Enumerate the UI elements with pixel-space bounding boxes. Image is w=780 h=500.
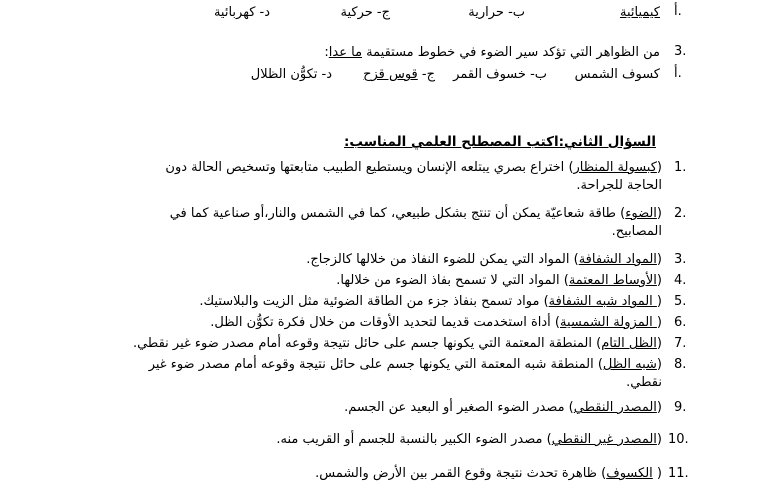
term-item-number: 8.: [674, 357, 687, 372]
term-definition: ظاهرة تحدث نتيجة وقوع القمر بين الأرض والشمس.: [315, 466, 602, 481]
term-close-paren: ): [573, 252, 579, 267]
term-item-number: 4.: [674, 273, 687, 288]
term-open-paren: (: [656, 252, 662, 267]
term-open-paren: (: [656, 273, 662, 288]
term-item: [62, 251, 662, 269]
q3-number: 3.: [674, 44, 687, 59]
term-close-paren: ): [568, 160, 574, 175]
term-answer: المصدر غير النقطي: [551, 432, 657, 447]
term-definition: المنطقة المعتمة التي يكونها جسم على حائل نتيجة وقوعه أمام مصدر ضوء غير نقطي.: [132, 336, 597, 351]
term-item-number: 7.: [674, 336, 687, 351]
term-close-paren: ): [601, 466, 607, 481]
term-answer: المصدر النقطي: [573, 400, 657, 415]
term-item: [62, 431, 662, 449]
term-item: [62, 399, 662, 417]
term-close-paren: ): [554, 315, 560, 330]
q2-choice-c: ج- حركية: [340, 5, 390, 20]
term-item: [62, 335, 662, 353]
q3-text: من الظواهر التي تؤكد سير الضوء في خطوط مستقيمة ما عدا:: [324, 45, 660, 60]
q2-choice-a: كيميائية: [619, 5, 660, 20]
term-definition: المواد التي لا تسمح بفاذ الضوء من خلالها.: [336, 273, 564, 288]
term-open-paren: (: [656, 315, 662, 330]
term-definition-continued: نقطي.: [626, 375, 662, 390]
term-answer: المزولة الشمسية: [560, 315, 657, 330]
term-definition: اختراع بصري يبتلعه الإنسان ويستطيع الطبيب متابعتها وتسخيص الحالة دون: [165, 160, 569, 175]
term-item-number: 11.: [668, 466, 689, 481]
term-open-paren: (: [656, 357, 662, 372]
term-answer: كبسولة المنظار: [573, 160, 657, 175]
term-close-paren: ): [563, 273, 569, 288]
term-item: [62, 356, 662, 392]
term-answer: الكسوف: [606, 466, 653, 481]
term-answer: المواد شبه الشفافة: [548, 294, 657, 309]
term-open-paren: (: [656, 206, 662, 221]
q2-choice-b: ب- حرارية: [468, 5, 525, 20]
term-open-paren: (: [656, 432, 662, 447]
q2-choice-d: د- كهربائية: [213, 5, 270, 20]
term-item-number: 2.: [674, 206, 687, 221]
term-item: [62, 272, 662, 290]
term-definition: مصدر الضوء الصغير أو البعيد عن الجسم.: [344, 400, 569, 415]
q3-choice-c: ج- قوس قزح: [363, 67, 435, 82]
term-close-paren: ): [620, 206, 626, 221]
q3-choice-b: ب- خسوف القمر: [453, 67, 547, 82]
term-answer: المواد الشفافة: [578, 252, 657, 267]
term-definition: مواد تسمح بنفاذ جزء من الطاقة الضوئية مثل الزيت والبلاستيك.: [199, 294, 544, 309]
term-answer: الأوساط المعتمة: [568, 273, 657, 288]
term-close-paren: ): [596, 336, 602, 351]
term-definition: مصدر الضوء الكبير بالنسبة للجسم أو القريب منه.: [276, 432, 547, 447]
term-open-paren: (: [656, 160, 662, 175]
term-open-paren: (: [656, 336, 662, 351]
term-close-paren: ): [546, 432, 552, 447]
term-item: [62, 465, 662, 483]
term-item: [62, 293, 662, 311]
q3-choice-a: كسوف الشمس: [574, 67, 660, 82]
term-close-paren: ): [568, 400, 574, 415]
term-item-number: 3.: [674, 252, 687, 267]
term-open-paren: (: [656, 294, 662, 309]
term-item-number: 10.: [668, 432, 689, 447]
term-definition: المنطقة شبه المعتمة التي يكونها جسم على حائل نتيجة وقوعه أمام مصدر ضوء غير: [148, 357, 598, 372]
term-open-paren: (: [656, 400, 662, 415]
term-definition: المواد التي يمكن للضوء النفاذ من خلالها كالزجاج.: [306, 252, 574, 267]
term-definition-continued: المصابيح.: [611, 224, 662, 239]
term-item-number: 5.: [674, 294, 687, 309]
term-definition: أداة استخدمت قديما لتحديد الأوقات من خلال فكرة تكوُّن الظل.: [210, 315, 555, 330]
term-close-paren: ): [597, 357, 603, 372]
term-answer: الظل التام: [601, 336, 657, 351]
section2-heading: السؤال الثاني:اكتب المصطلح العلمي المناسب:: [344, 134, 656, 150]
q3-choice-a-letter: أ.: [674, 66, 682, 81]
term-item: [62, 159, 662, 195]
term-item-number: 9.: [674, 400, 687, 415]
term-definition: طاقة شعاعيّة يمكن أن تنتج بشكل طبيعي، كما في الشمس والنار،أو صناعية كما في: [169, 206, 621, 221]
term-definition-continued: الحاجة للجراحة.: [576, 178, 662, 193]
term-answer: الضوء: [625, 206, 657, 221]
q2-choice-a-letter: أ.: [674, 4, 682, 19]
term-item: [62, 205, 662, 241]
term-open-paren: (: [652, 466, 662, 481]
term-answer: شبه الظل: [602, 357, 657, 372]
q3-choice-d: د- تكوُّن الظلال: [250, 67, 332, 82]
term-item-number: 6.: [674, 315, 687, 330]
term-item-number: 1.: [674, 160, 687, 175]
term-item: [62, 314, 662, 332]
term-close-paren: ): [543, 294, 549, 309]
